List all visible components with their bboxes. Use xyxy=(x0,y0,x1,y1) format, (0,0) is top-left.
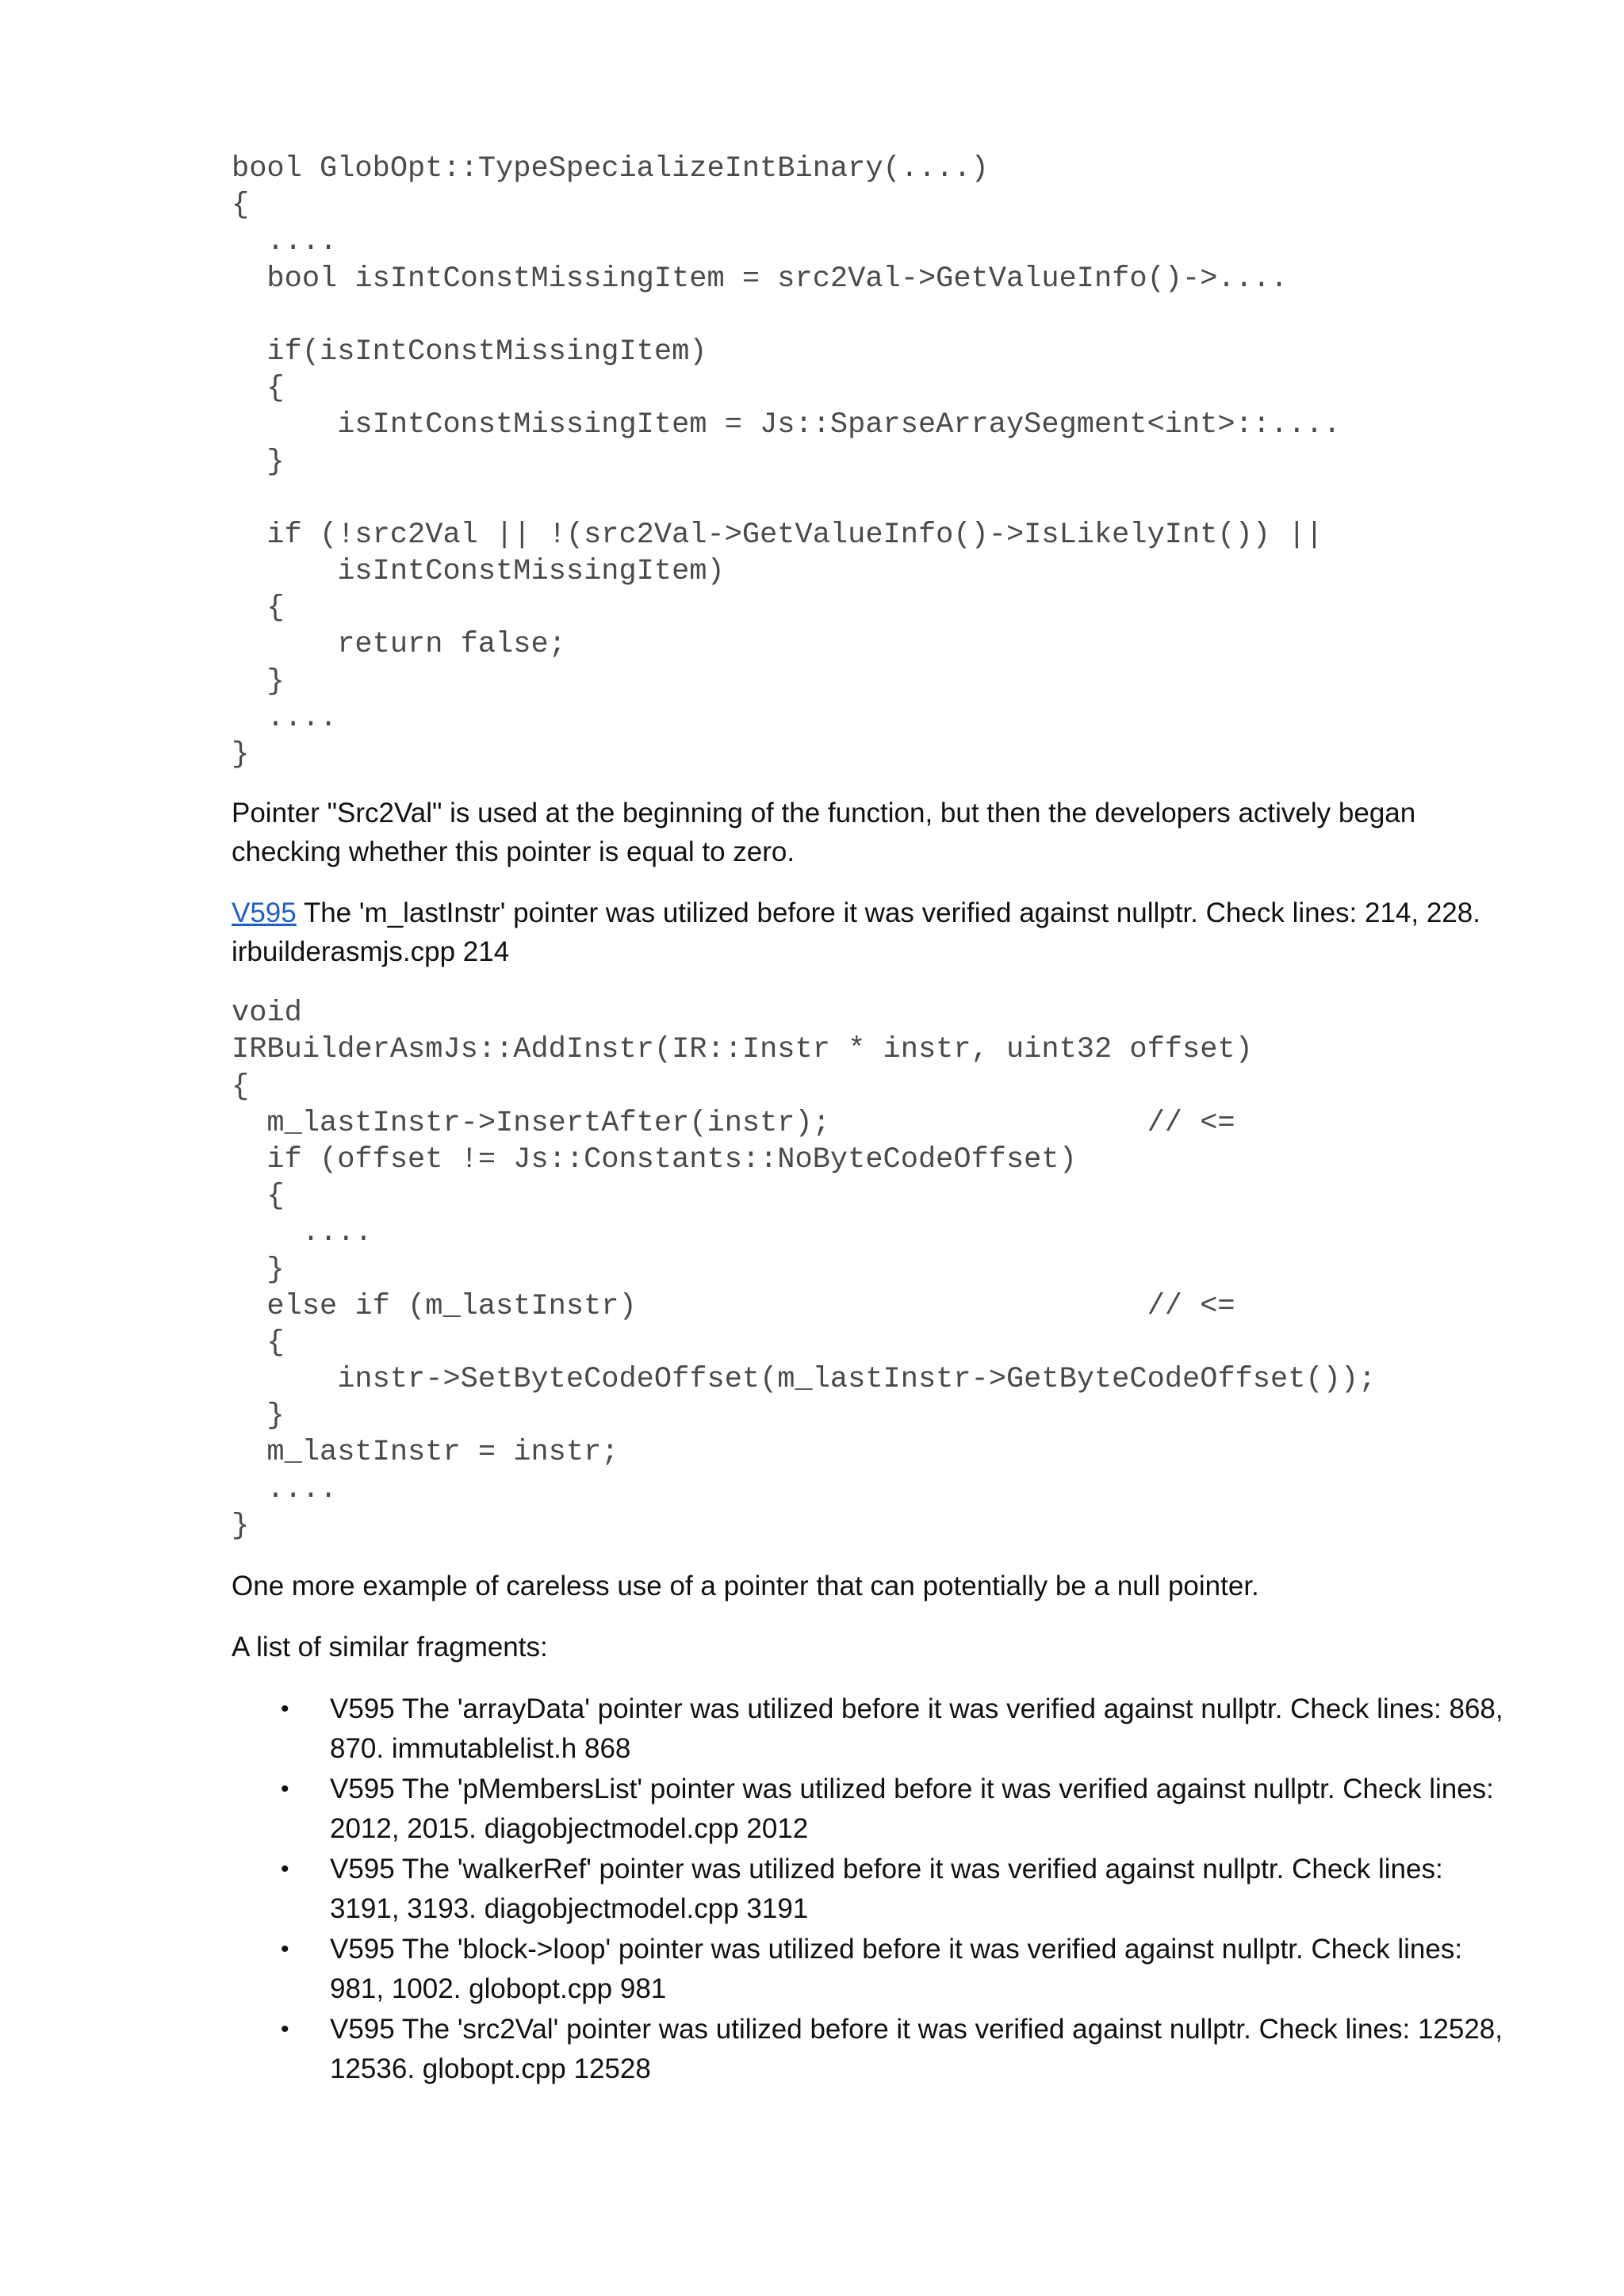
list-item xyxy=(232,1689,1516,1769)
diagnostic-paragraph xyxy=(232,894,1516,971)
code-line: } xyxy=(232,1509,250,1543)
bullet-icon: • xyxy=(281,1856,289,1882)
code-line: if (offset != Js::Constants::NoByteCodeOffset) xyxy=(232,1142,1077,1177)
code-line: isIntConstMissingItem = Js::SparseArraySegment<int>::.... xyxy=(232,408,1341,442)
similar-fragments-list xyxy=(232,1689,1516,2089)
list-item xyxy=(232,1770,1516,1849)
code-line: } xyxy=(232,1253,285,1287)
explanation-paragraph: Pointer "Src2Val" is used at the beginning of the function, but then the developers actively began checking whether this pointer is equal to zero. xyxy=(232,798,1416,868)
code-line xyxy=(232,297,1516,334)
list-item xyxy=(232,1850,1516,1929)
list-item xyxy=(232,1930,1516,2009)
code-line: { xyxy=(232,1180,285,1214)
v595-link[interactable]: V595 xyxy=(232,897,297,929)
document-page xyxy=(232,151,1516,2090)
code-line: } xyxy=(232,1399,285,1433)
code-line: m_lastInstr->InsertAfter(instr); // <= xyxy=(232,1106,1235,1140)
careless-pointer-paragraph: One more example of careless use of a pointer that can potentially be a null pointer. xyxy=(232,1571,1259,1601)
list-item xyxy=(232,2010,1516,2089)
bullet-icon: • xyxy=(281,1696,289,1722)
code-line: bool GlobOpt::TypeSpecializeIntBinary(....) xyxy=(232,152,989,186)
code-line: } xyxy=(232,738,250,771)
list-item-text: V595 The 'arrayData' pointer was utilized before it was verified against nullptr. Check lines: 868, 870. immutablelist.h 868 xyxy=(330,1693,1503,1764)
code-block-add-instr xyxy=(232,995,1516,1544)
code-line: { xyxy=(232,1326,285,1360)
code-line: .... xyxy=(232,701,338,735)
code-line: isIntConstMissingItem) xyxy=(232,555,725,589)
list-item-text: V595 The 'walkerRef' pointer was utilized before it was verified against nullptr. Check lines: 3191, 3193. diagobjectmodel.cpp 3191 xyxy=(330,1854,1443,1924)
code-line: bool isIntConstMissingItem = src2Val->GetValueInfo()->.... xyxy=(232,262,1289,296)
code-line: void xyxy=(232,997,302,1031)
similar-fragments-heading: A list of similar fragments: xyxy=(232,1632,548,1663)
code-line: .... xyxy=(232,225,338,259)
code-line: instr->SetByteCodeOffset(m_lastInstr->GetByteCodeOffset()); xyxy=(232,1363,1377,1397)
diagnostic-text: The 'm_lastInstr' pointer was utilized before it was verified against nullptr. Check lines: 214, 228. irbuilderasmjs.cpp 214 xyxy=(232,897,1480,968)
list-item-text: V595 The 'src2Val' pointer was utilized before it was verified against nullptr. Check lines: 12528, 12536. globopt.cpp 12528 xyxy=(330,2014,1503,2084)
code-line: .... xyxy=(232,1216,373,1250)
code-line: else if (m_lastInstr) // <= xyxy=(232,1289,1235,1323)
code-line xyxy=(232,480,1516,517)
code-line: { xyxy=(232,189,250,223)
code-line: if (!src2Val || !(src2Val->GetValueInfo()->IsLikelyInt()) || xyxy=(232,518,1323,552)
code-line: .... xyxy=(232,1472,338,1506)
code-line: } xyxy=(232,445,285,479)
list-item-text: V595 The 'pMembersList' pointer was utilized before it was verified against nullptr. Check lines: 2012, 2015. diagobjectmodel.cpp 2012 xyxy=(330,1774,1494,1844)
code-block-type-specialize xyxy=(232,151,1516,773)
code-line: { xyxy=(232,372,285,406)
bullet-icon: • xyxy=(281,1936,289,1962)
code-line: } xyxy=(232,664,285,698)
code-line: m_lastInstr = instr; xyxy=(232,1436,619,1470)
code-line: { xyxy=(232,1070,250,1104)
code-line: if(isIntConstMissingItem) xyxy=(232,335,707,369)
list-item-text: V595 The 'block->loop' pointer was utilized before it was verified against nullptr. Check lines: 981, 1002. globopt.cpp 981 xyxy=(330,1934,1463,2004)
bullet-icon: • xyxy=(281,1776,289,1802)
code-line: IRBuilderAsmJs::AddInstr(IR::Instr * instr, uint32 offset) xyxy=(232,1033,1253,1067)
bullet-icon: • xyxy=(281,2016,289,2042)
code-line: return false; xyxy=(232,628,566,662)
code-line: { xyxy=(232,591,285,626)
